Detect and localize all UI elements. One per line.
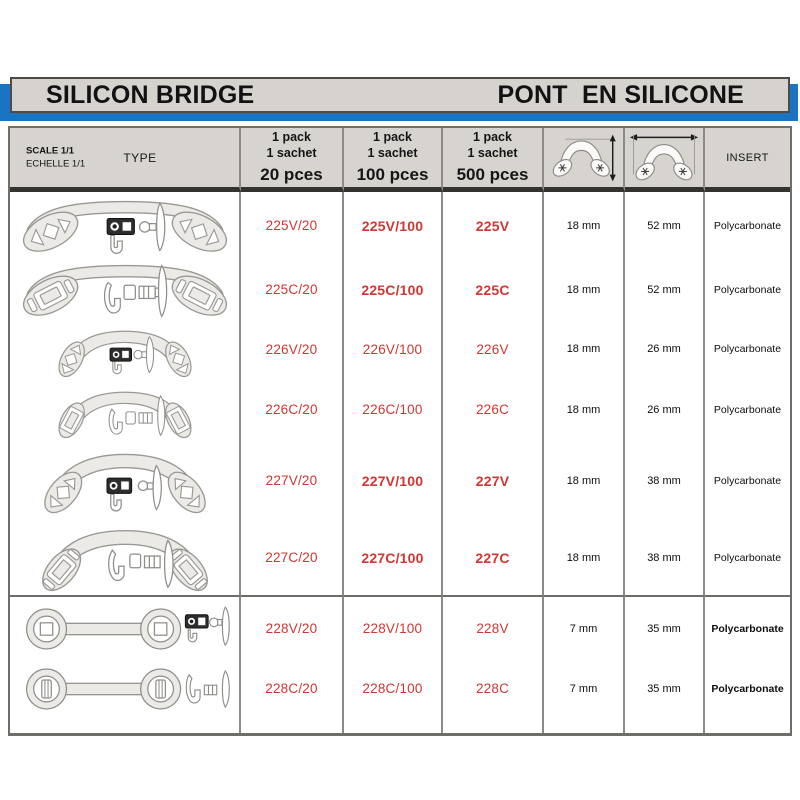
pack20-ref: 226V/20: [265, 341, 318, 357]
scale-label: SCALE 1/1 ECHELLE 1/1: [26, 145, 86, 170]
pack100-ref: 226V/100: [362, 341, 423, 357]
insert-value: Polycarbonate: [713, 283, 782, 296]
pack500-ref: 227V: [475, 472, 510, 489]
width-value: 38 mm: [647, 551, 681, 564]
title-english: SILICON BRIDGE: [46, 80, 255, 109]
column-insert-section1: [705, 192, 790, 597]
width-value: 35 mm: [647, 682, 681, 695]
header-pack100-cell: 1 pack 1 sachet 100 pces: [344, 128, 443, 192]
pack100-ref: 227V/100: [361, 472, 424, 489]
pack100-ref: 228V/100: [362, 621, 423, 637]
type-drawings-section1: [10, 192, 241, 597]
insert-value: Polycarbonate: [713, 219, 782, 232]
insert-value: Polycarbonate: [711, 622, 784, 635]
pack20-ref: 225V/20: [265, 218, 318, 234]
header-insert-cell: INSERT: [705, 128, 790, 192]
header-type-cell: [10, 128, 241, 192]
pack500-ref: 225V: [475, 217, 510, 234]
type-column-label: TYPE: [123, 150, 157, 165]
bridge-drawing-226v: [51, 320, 199, 378]
insert-value: Polycarbonate: [713, 551, 782, 564]
header-width-cell: [625, 128, 705, 192]
width-value: 35 mm: [647, 622, 681, 635]
pack500-ref: 226V: [476, 341, 509, 357]
bridge-drawing-226c: [51, 381, 199, 439]
height-value: 18 mm: [566, 343, 601, 356]
height-value: 18 mm: [566, 551, 601, 564]
pack20-ref: 228C/20: [265, 681, 318, 697]
pack500-ref: 228C: [475, 681, 510, 697]
width-value: 52 mm: [647, 219, 681, 232]
column-pack100-section2: [344, 597, 443, 733]
column-width-section1: [625, 192, 705, 597]
pack100-ref: 228C/100: [362, 681, 423, 697]
column-pack20-section1: [241, 192, 344, 597]
pack500-ref: 227C: [475, 549, 510, 566]
pack20-ref: 226C/20: [265, 402, 318, 418]
pack20-ref: 228V/20: [265, 621, 318, 637]
pack20-ref: 227C/20: [265, 550, 318, 566]
pack500-ref: 226C: [475, 402, 510, 418]
width-value: 26 mm: [647, 343, 681, 356]
bridge-drawing-225v: [16, 194, 234, 258]
insert-value: Polycarbonate: [713, 474, 782, 487]
pack100-ref: 227C/100: [361, 549, 424, 566]
column-pack100-section1: [344, 192, 443, 597]
column-height-section2: [544, 597, 625, 733]
column-insert-section2: [705, 597, 790, 733]
height-value: 7 mm: [569, 622, 598, 635]
column-width-section2: [625, 597, 705, 733]
width-value: 26 mm: [647, 403, 681, 416]
bridge-drawing-228v: [18, 603, 231, 655]
header-pack500-cell: 1 pack 1 sachet 500 pces: [443, 128, 544, 192]
pack20-ref: 225C/20: [265, 282, 318, 298]
product-table: [8, 126, 792, 736]
bridge-drawing-228c: [18, 663, 231, 715]
height-value: 18 mm: [566, 219, 601, 232]
column-pack500-section2: [443, 597, 544, 733]
pack100-ref: 226C/100: [362, 402, 423, 418]
bridge-drawing-227v: [36, 443, 214, 519]
height-value: 7 mm: [569, 682, 598, 695]
pack20-ref: 227V/20: [265, 473, 318, 489]
bridge-height-dimension-icon: [549, 131, 619, 185]
height-value: 18 mm: [566, 403, 601, 416]
bridge-drawing-225c: [16, 260, 234, 320]
width-value: 52 mm: [647, 283, 681, 296]
column-height-section1: [544, 192, 625, 597]
bridge-width-dimension-icon: [629, 131, 699, 185]
width-value: 38 mm: [647, 474, 681, 487]
pack500-ref: 225C: [475, 281, 510, 298]
height-value: 18 mm: [566, 474, 601, 487]
title-bar: [10, 77, 790, 113]
pack100-ref: 225V/100: [361, 217, 424, 234]
type-drawings-section2: [10, 597, 241, 733]
title-french: PONT EN SILICONE: [497, 80, 744, 109]
insert-value: Polycarbonate: [713, 403, 782, 416]
insert-value: Polycarbonate: [711, 682, 784, 695]
bridge-drawing-227c: [34, 520, 216, 595]
column-pack20-section2: [241, 597, 344, 733]
height-value: 18 mm: [566, 283, 601, 296]
column-pack500-section1: [443, 192, 544, 597]
pack100-ref: 225C/100: [361, 281, 424, 298]
header-height-cell: [544, 128, 625, 192]
pack500-ref: 228V: [476, 621, 509, 637]
insert-value: Polycarbonate: [713, 343, 782, 356]
header-pack20-cell: 1 pack 1 sachet 20 pces: [241, 128, 344, 192]
